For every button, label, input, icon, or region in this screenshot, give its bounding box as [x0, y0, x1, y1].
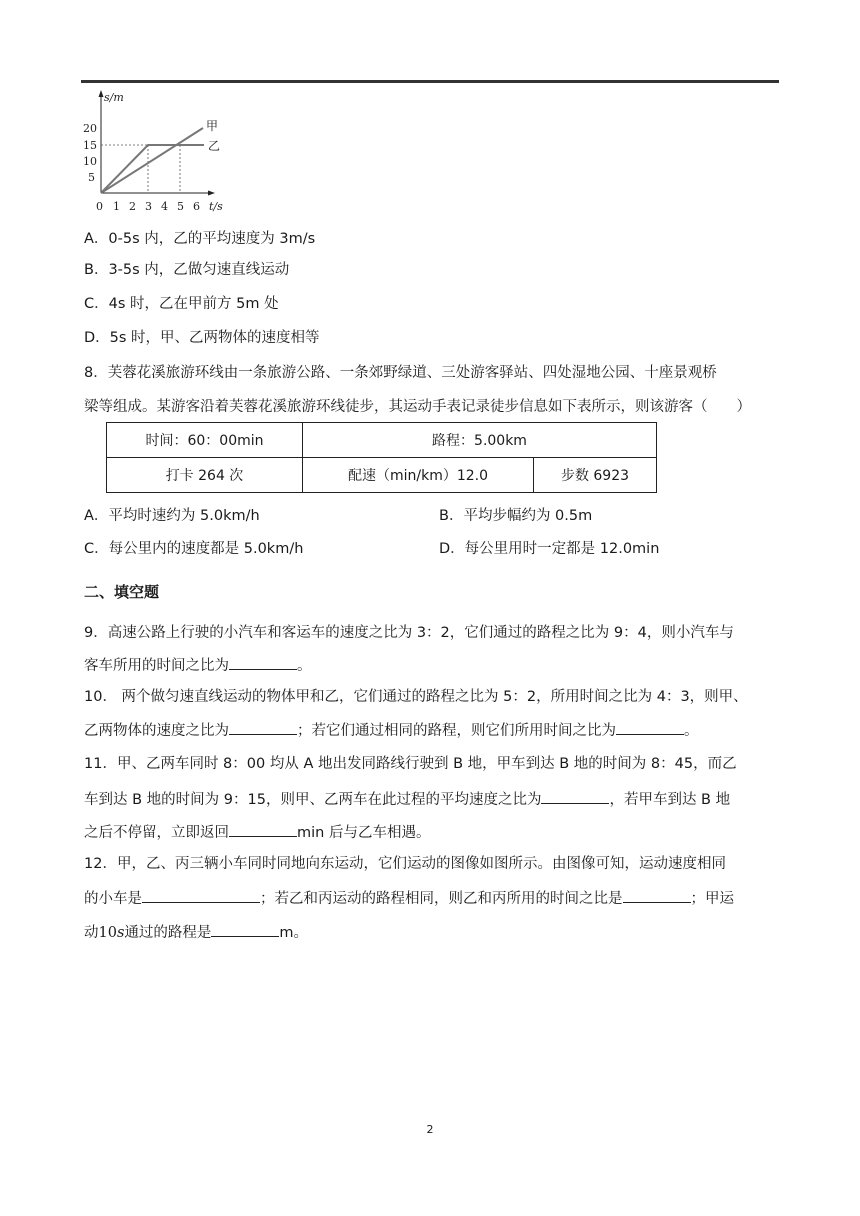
x-tick-0: 0	[96, 200, 103, 213]
q12-text-d: 动	[84, 925, 99, 941]
watch-info-table	[106, 422, 657, 493]
q8-option-c: C．每公里内的速度都是 5.0km/h	[84, 541, 304, 557]
q7-option-d: D．5s 时，甲、乙两物体的速度相等	[84, 330, 320, 346]
q8-option-b: B．平均步幅约为 0.5m	[439, 508, 593, 524]
q9-stem-line2	[84, 653, 312, 677]
q11-text-b: ，若甲车到达 B 地	[609, 792, 731, 808]
q10-text-c: 。	[684, 723, 699, 739]
q12-stem-line1: 12．甲，乙、丙三辆小车同时同地向东运动，它们运动的图像如图所示。由图像可知，运动速度相同	[84, 856, 726, 872]
q9-text-b: 。	[297, 658, 312, 674]
q10-text-a: 乙两物体的速度之比为	[84, 723, 229, 739]
x-tick-3: 3	[145, 200, 152, 213]
x-tick-4: 4	[161, 200, 168, 213]
x-tick-5: 5	[177, 200, 184, 213]
q12-text-f: m。	[279, 925, 309, 941]
series-label-jia: 甲	[206, 119, 219, 133]
series-label-yi: 乙	[208, 139, 221, 153]
q9-stem-line1: 9．高速公路上行驶的小汽车和客运车的速度之比为 3：2，它们通过的路程之比为 9：4，则小汽车与	[84, 625, 734, 641]
q9-text-a: 客车所用的时间之比为	[84, 658, 229, 674]
q12-unit-s: s	[116, 925, 125, 941]
q12-answer-blank-2[interactable]	[623, 886, 691, 903]
y-tick-10: 10	[83, 155, 97, 168]
q7-option-a: A．0-5s 内，乙的平均速度为 3m/s	[84, 231, 316, 247]
cell-distance: 路程：5.00km	[303, 423, 657, 458]
header-rule	[81, 80, 779, 83]
q11-text-c: 之后不停留，立即返回	[84, 825, 229, 841]
q12-stem-line3	[84, 920, 308, 944]
q11-answer-blank-1[interactable]	[541, 787, 609, 804]
q10-answer-blank-2[interactable]	[616, 718, 684, 735]
x-tick-2: 2	[129, 200, 136, 213]
section-title-fill-blank: 二、填空题	[84, 583, 160, 601]
q7-option-c: C．4s 时，乙在甲前方 5m 处	[84, 296, 279, 312]
q12-number-10: 10	[98, 925, 117, 941]
q12-text-c: ；甲运	[690, 891, 734, 907]
page-number: 2	[426, 1123, 434, 1136]
y-tick-15: 15	[83, 139, 97, 152]
q12-stem-line2	[84, 886, 734, 910]
q8-option-d: D．每公里用时一定都是 12.0min	[439, 541, 660, 557]
cell-time: 时间：60：00min	[107, 423, 303, 458]
x-axis-label: t/s	[209, 200, 223, 213]
q8-stem-line2: 梁等组成。某游客沿着芙蓉花溪旅游环线徒步，其运动手表记录徒步信息如下表所示，则该游客（ ）	[84, 399, 751, 415]
cell-checkin: 打卡 264 次	[107, 458, 303, 493]
q11-stem-line1: 11．甲、乙两车同时 8：00 均从 A 地出发同路线行驶到 B 地，甲车到达 B 地的时间为 8：45，而乙	[84, 756, 737, 772]
q10-stem-line2	[84, 718, 699, 742]
y-tick-5: 5	[88, 171, 95, 184]
series-line-yi	[101, 145, 204, 193]
x-axis-arrow	[208, 191, 215, 196]
q11-text-d: min 后与乙车相遇。	[297, 825, 431, 841]
q11-stem-line2	[84, 787, 730, 811]
q7-option-b: B．3-5s 内，乙做匀速直线运动	[84, 262, 290, 278]
q12-text-e: 通过的路程是	[124, 925, 212, 941]
x-tick-6: 6	[193, 200, 200, 213]
q10-stem-line1: 10． 两个做匀速直线运动的物体甲和乙，它们通过的路程之比为 5：2，所用时间之比为 4：3，则甲、	[84, 689, 748, 705]
q11-answer-blank-2[interactable]	[229, 820, 297, 837]
x-tick-1: 1	[113, 200, 120, 213]
q10-text-b: ；若它们通过相同的路程，则它们所用时间之比为	[297, 723, 616, 739]
y-tick-20: 20	[83, 122, 97, 135]
q11-stem-line3	[84, 820, 430, 844]
cell-steps: 步数 6923	[534, 458, 657, 493]
y-axis-label: s/m	[104, 91, 124, 104]
q10-answer-blank-1[interactable]	[229, 718, 297, 735]
q11-text-a: 车到达 B 地的时间为 9：15，则甲、乙两车在此过程的平均速度之比为	[84, 792, 542, 808]
q8-option-a: A．平均时速约为 5.0km/h	[84, 508, 260, 524]
s-t-graph	[82, 86, 232, 216]
q12-text-a: 的小车是	[84, 891, 142, 907]
q12-answer-blank-1[interactable]	[142, 886, 260, 903]
q9-answer-blank[interactable]	[229, 653, 297, 670]
q8-stem-line1: 8．芙蓉花溪旅游环线由一条旅游公路、一条郊野绿道、三处游客驿站、四处湿地公园、十座景观桥	[84, 365, 717, 381]
y-axis-arrow	[99, 90, 104, 97]
series-line-jia	[101, 128, 203, 193]
cell-pace: 配速（min/km）12.0	[303, 458, 534, 493]
q12-text-b: ；若乙和丙运动的路程相同，则乙和丙所用的时间之比是	[260, 891, 623, 907]
q12-answer-blank-3[interactable]	[211, 920, 279, 937]
